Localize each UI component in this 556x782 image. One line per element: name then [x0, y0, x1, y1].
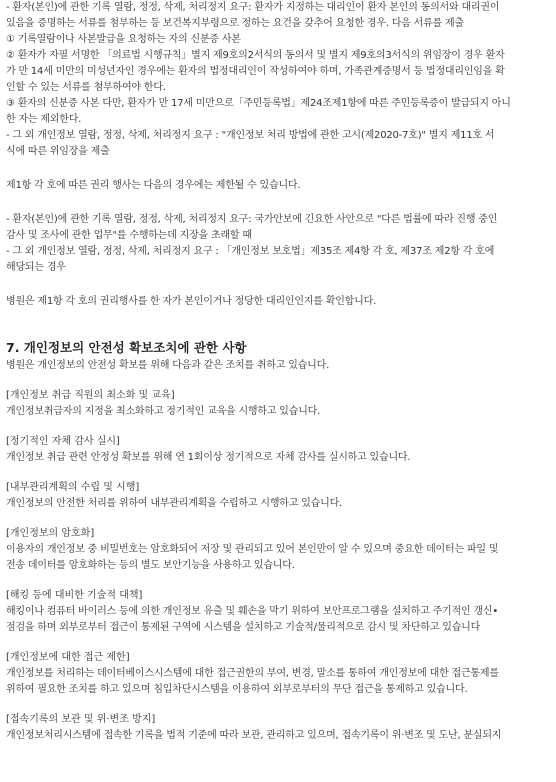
rights-line: 가 만 14세 미만의 미성년자인 경우에는 환자의 법정대리인이 작성하여야 하며, 가족관계증명서 등 법정대리인임을 확 [6, 66, 505, 77]
measure-text: 개인정보 취급 관련 안정성 확보를 위해 연 1회이상 정기적으로 자체 감사를 실시하고 있습니다. [6, 452, 411, 463]
measure-title: [개인정보에 대한 접근 제한] [6, 652, 130, 663]
limit-line: - 환자(본인)에 관한 기록 열람, 정정, 삭제, 처리정지 요구: 국가안보에 긴요한 사안으로 "다른 법률에 따라 진행 중인 [6, 214, 498, 225]
rights-line: 한 자는 제외한다. [6, 114, 82, 125]
rights-line: - 그 외 개인정보 열람, 정정, 삭제, 처리정지 요구 : "개인정보 처리 방법에 관한 고시(제2020-7호)" 별지 제11호 서 [6, 130, 495, 141]
security-measure-item [6, 388, 551, 420]
security-measure-item [6, 650, 551, 698]
measure-text: 점검을 하며 외부로부터 접근이 통제된 구역에 시스템을 설치하고 기술적/물리적으로 감시 및 차단하고 있습니다 [6, 622, 481, 633]
rights-line: ① 기록열람이나 사본발급을 요청하는 자의 신분증 사본 [6, 34, 241, 45]
measure-text: 개인정보를 처리하는 데이터베이스시스템에 대한 접근권한의 부여, 변경, 말소를 통하여 개인정보에 대한 접근통제를 [6, 668, 499, 679]
measure-title: [정기적인 자체 감사 실시] [6, 436, 120, 447]
rights-line: ② 환자가 자필 서명한 「의료법 시행규칙」별지 제9호의2서식의 동의서 및 별지 제9호의3서식의 위임장이 경우 환자 [6, 50, 505, 61]
rights-line: 인할 수 있는 서류를 첨부하여야 한다. [6, 82, 166, 93]
rights-limit-intro: 제1항 각 호에 따른 권리 행사는 다음의 경우에는 제한될 수 있습니다. [6, 180, 301, 191]
rights-line: 식에 따른 위임장을 제출 [6, 146, 110, 157]
security-measure-item [6, 712, 551, 744]
security-measure-item [6, 588, 551, 636]
limit-line: 해당되는 경우 [6, 262, 66, 273]
rights-line: ③ 환자의 신분증 사본 다만, 환자가 만 17세 미만으로「주민등록법」제24조제1항에 따른 주민등록증이 발급되지 아니 [6, 98, 511, 109]
security-measure-item [6, 434, 551, 466]
section-heading: 7. 개인정보의 안전성 확보조치에 관한 사항 [6, 340, 247, 355]
security-measure-item [6, 480, 551, 512]
rights-line: 있음을 증명하는 서류를 첨부하는 등 보건복지부령으로 정하는 요건을 갖추어 요청한 경우. 다음 서류를 제출 [6, 18, 464, 29]
limit-line: - 그 외 개인정보 열람, 정정, 삭제, 처리정지 요구 : 「개인정보 보호법」제35조 제4항 각 호, 제37조 제2항 각 호에 [6, 246, 495, 257]
measure-text: 위하여 필요한 조치를 하고 있으며 침입차단시스템을 이용하여 외부로부터의 무단 접근을 통제하고 있습니다. [6, 684, 468, 695]
section-intro: 병원은 개인정보의 안전성 확보를 위해 다음과 같은 조치를 취하고 있습니다. [6, 360, 330, 371]
measure-title: [해킹 등에 대비한 기술적 대책] [6, 590, 143, 601]
measure-text: 개인정보의 안전한 처리를 위하여 내부관리계획을 수립하고 시행하고 있습니다. [6, 498, 343, 509]
privacy-policy-document [6, 0, 551, 744]
measure-text: 이용자의 개인정보 중 비밀번호는 암호화되어 저장 및 관리되고 있어 본인만이 알 수 있으며 중요한 데이터는 파일 및 [6, 544, 499, 555]
measure-title: [개인정보의 암호화] [6, 528, 95, 539]
rights-request-block [6, 0, 551, 160]
measure-title: [내부관리계획의 수립 및 시행] [6, 482, 140, 493]
measure-title: [접속기록의 보관 및 위·변조 방지] [6, 714, 156, 725]
security-measure-item [6, 526, 551, 574]
measure-text: 개인정보처리시스템에 접속한 기록을 법적 기준에 따라 보관, 관리하고 있으며, 접속기록이 위·변조 및 도난, 분실되지 [6, 730, 502, 741]
limit-line: 감사 및 조사에 관한 업무"를 수행하는데 지장을 초래할 때 [6, 230, 252, 241]
measure-text: 해킹이나 컴퓨터 바이러스 등에 의한 개인정보 유출 및 훼손을 막기 위하여 보안프로그램을 설치하고 주기적인 갱신• [6, 606, 499, 617]
identity-confirm-text: 병원은 제1항 각 호의 권리행사를 한 자가 본인이거나 정당한 대리인인지를 확인합니다. [6, 296, 377, 307]
measure-text: 개인정보취급자의 지정을 최소화하고 정기적인 교육을 시행하고 있습니다. [6, 406, 321, 417]
rights-line: - 환자(본인)에 관한 기록 열람, 정정, 삭제, 처리정지 요구: 환자가 지정하는 대리인이 환자 본인의 동의서와 대리권이 [6, 2, 500, 13]
measure-title: [개인정보 취급 직원의 최소화 및 교육] [6, 390, 175, 401]
measure-text: 전송 데이터를 암호화하는 등의 별도 보안기능을 사용하고 있습니다. [6, 560, 295, 571]
rights-limit-block [6, 212, 551, 276]
